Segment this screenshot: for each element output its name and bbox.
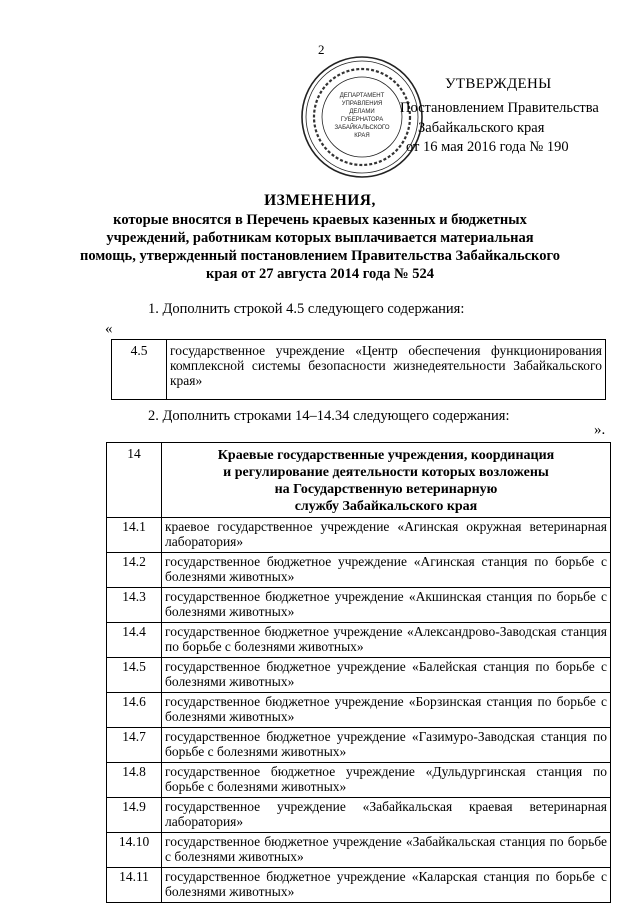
row-number: 14.4 [107,623,162,658]
item-1: 1. Дополнить строкой 4.5 следующего содержания: [148,301,465,317]
table-1 [111,339,606,400]
header-line-3: на Государственную ветеринарную [274,482,498,497]
header-text [162,443,611,518]
header-line-2: и регулирование деятельности которых возложены [223,465,549,480]
table-row [112,340,606,400]
table-row [107,658,611,693]
approval-line-1: Постановлением Правительства [400,100,599,116]
official-stamp [300,55,424,179]
stamp-line-3: ДЕЛАМИ [349,109,375,115]
row-text: краевое государственное учреждение «Агинская окружная ветеринарная лаборатория» [162,518,611,553]
table-row [107,763,611,798]
table-2 [106,442,611,903]
stamp-line-1: ДЕПАРТАМЕНТ [339,93,385,99]
stamp-line-2: УПРАВЛЕНИЯ [341,101,383,107]
page-number: 2 [318,42,325,57]
item-2: 2. Дополнить строками 14–14.34 следующего содержания: [148,408,510,424]
row-text: государственное бюджетное учреждение «Александрово-Заводская станция по борьбе с болезнями животных» [162,623,611,658]
row-text: государственное учреждение «Центр обеспечения функционирования комплексной системы безопасности жизнедеятельности Забайкальского края» [167,340,606,400]
row-number: 14.5 [107,658,162,693]
row-text: государственное учреждение «Забайкальская краевая ветеринарная лаборатория» [162,798,611,833]
stamp-line-6: КРАЯ [354,133,370,139]
row-number: 14.8 [107,763,162,798]
table-row [107,588,611,623]
table-row [107,798,611,833]
table-row [107,518,611,553]
row-number: 14.6 [107,693,162,728]
row-text: государственное бюджетное учреждение «Балейская станция по борьбе с болезнями животных» [162,658,611,693]
row-number: 14.11 [107,868,162,903]
document-title: ИЗМЕНЕНИЯ, [264,192,376,209]
stamp-line-5: ЗАБАЙКАЛЬСКОГО [334,125,390,131]
subtitle-line-1: которые вносятся в Перечень краевых казенных и бюджетных [113,212,527,228]
subtitle-line-3: помощь, утвержденный постановлением Правительства Забайкальского [80,248,560,264]
row-number: 14.3 [107,588,162,623]
approval-line-2: Забайкальского края [418,120,545,136]
row-number: 4.5 [112,340,167,400]
table-row [107,728,611,763]
approval-heading: УТВЕРЖДЕНЫ [445,76,552,92]
table-row [107,623,611,658]
row-number: 14.10 [107,833,162,868]
row-text: государственное бюджетное учреждение «Каларская станция по борьбе с болезнями животных» [162,868,611,903]
row-text: государственное бюджетное учреждение «Газимуро-Заводская станция по борьбе с болезнями животных» [162,728,611,763]
header-line-4: службу Забайкальского края [294,499,478,514]
row-number: 14.2 [107,553,162,588]
document-subtitle [0,211,640,283]
row-number: 14.9 [107,798,162,833]
subtitle-line-2: учреждений, работникам которых выплачивается материальная [106,230,534,246]
header-number: 14 [107,443,162,518]
row-number: 14.1 [107,518,162,553]
row-text: государственное бюджетное учреждение «Акшинская станция по борьбе с болезнями животных» [162,588,611,623]
row-number: 14.7 [107,728,162,763]
header-line-1: Краевые государственные учреждения, координация [217,448,555,463]
quote-close: ». [594,422,606,438]
quote-open: « [105,321,113,337]
approval-line-3: от 16 мая 2016 года № 190 [406,139,569,155]
row-text: государственное бюджетное учреждение «Борзинская станция по борьбе с болезнями животных» [162,693,611,728]
row-text: государственное бюджетное учреждение «Забайкальская станция по борьбе с болезнями животных» [162,833,611,868]
table-row [107,693,611,728]
table-header-row [107,443,611,518]
table-row [107,833,611,868]
subtitle-line-4: края от 27 августа 2014 года № 524 [206,266,434,282]
stamp-line-4: ГУБЕРНАТОРА [340,117,384,123]
table-row [107,868,611,903]
table-row [107,553,611,588]
row-text: государственное бюджетное учреждение «Дульдургинская станция по борьбе с болезнями животных» [162,763,611,798]
row-text: государственное бюджетное учреждение «Агинская станция по борьбе с болезнями животных» [162,553,611,588]
